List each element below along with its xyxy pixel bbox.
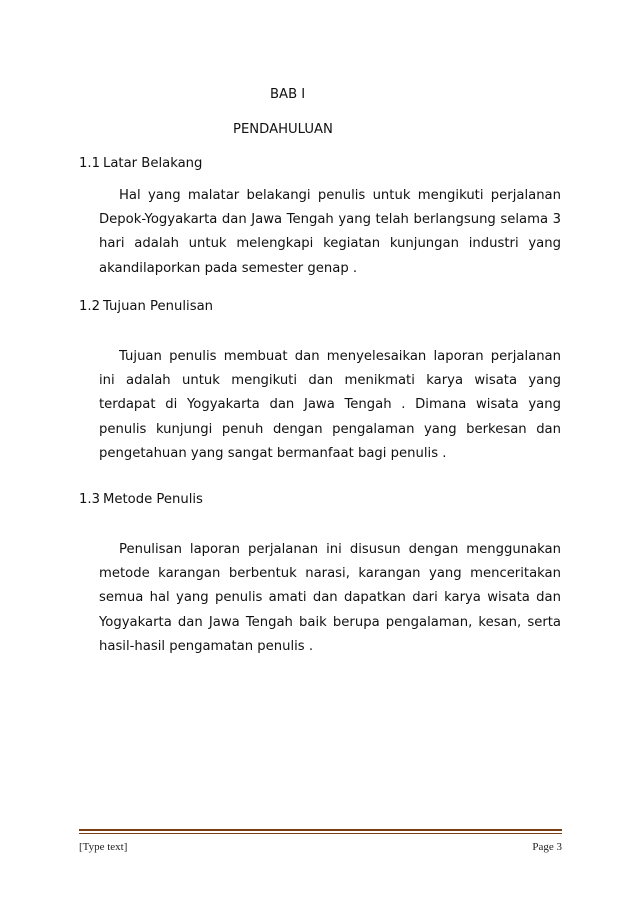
chapter-title: PENDAHULUAN xyxy=(233,122,333,137)
section-heading-metode-penulis xyxy=(79,493,203,506)
footer-bottom-rule xyxy=(79,833,562,834)
section-heading-latar-belakang xyxy=(79,157,202,170)
section-title: Latar Belakang xyxy=(103,156,203,171)
footer-top-rule xyxy=(79,829,562,831)
chapter-label: BAB I xyxy=(270,87,306,102)
section-number: 1.1 xyxy=(79,156,100,171)
section-paragraph-metode-penulis: Penulisan laporan perjalanan ini disusun dengan menggunakan metode karangan berbentuk narasi, karangan yang menceritakan semua hal yang penulis amati dan dapatkan dari karya wisata dan Yogyakarta dan Jawa Tengah baik berupa pengalaman, kesan, serta hasil-hasil pengamatan penulis . xyxy=(99,542,561,654)
section-title: Tujuan Penulisan xyxy=(103,299,214,314)
section-number: 1.3 xyxy=(79,492,100,507)
section-title: Metode Penulis xyxy=(103,492,203,507)
footer-left-text: [Type text] xyxy=(79,841,128,853)
section-heading-tujuan-penulisan xyxy=(79,300,213,313)
section-paragraph-tujuan-penulisan: Tujuan penulis membuat dan menyelesaikan laporan perjalanan ini adalah untuk mengikuti dan menikmati karya wisata yang terdapat di Yogyakarta dan Jawa Tengah . Dimana wisata yang penulis kunjungi penuh dengan pengalaman yang berkesan dan pengetahuan yang sangat bermanfaat bagi penulis . xyxy=(99,349,561,461)
section-paragraph-latar-belakang: Hal yang malatar belakangi penulis untuk mengikuti perjalanan Depok-Yogyakarta dan Jawa Tengah yang telah berlangsung selama 3 hari adalah untuk melengkapi kegiatan kunjungan industri yang akandilaporkan pada semester genap . xyxy=(99,188,561,276)
section-number: 1.2 xyxy=(79,299,100,314)
page-number: Page 3 xyxy=(532,841,562,853)
